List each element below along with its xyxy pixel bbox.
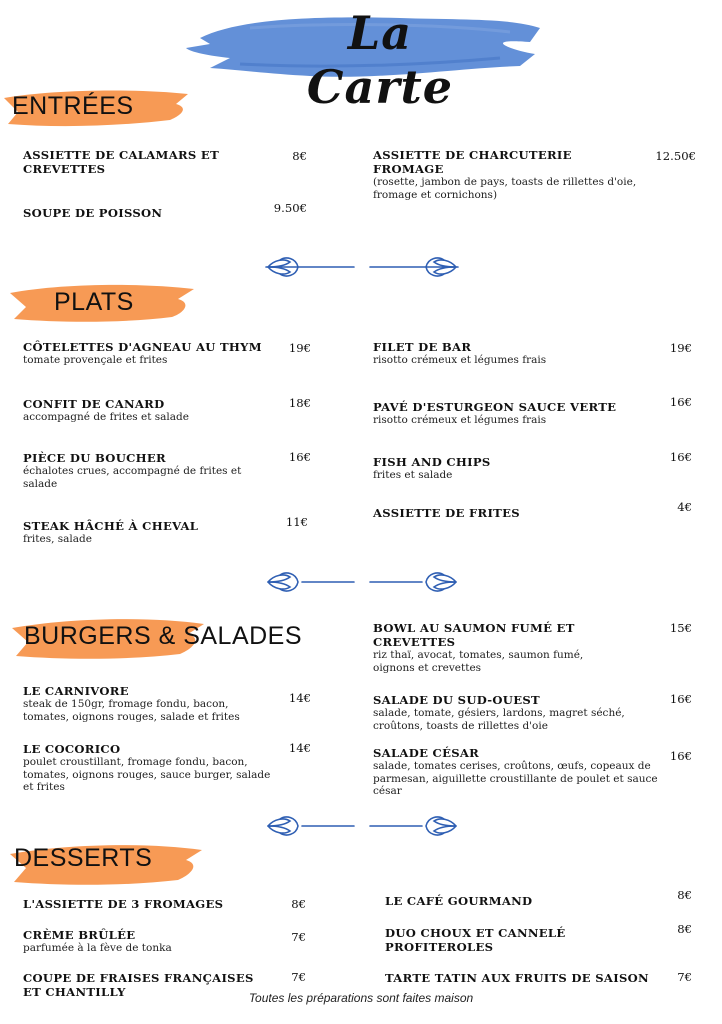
item-price: 8€ <box>677 922 692 936</box>
menu-item <box>373 340 643 367</box>
section-title-desserts: DESSERTS <box>14 844 153 872</box>
item-price: 7€ <box>291 930 306 944</box>
item-name: TARTE TATIN AUX FRUITS DE SAISON <box>385 971 649 985</box>
ornament-divider-icon <box>262 813 462 839</box>
item-description: échalotes crues, accompagné de frites et salade <box>23 465 242 490</box>
menu-item <box>23 897 273 911</box>
item-price: 16€ <box>669 395 692 409</box>
menu-item <box>373 746 663 798</box>
item-name: CÔTELETTES D'AGNEAU AU THYM <box>23 340 262 354</box>
menu-item <box>373 506 643 520</box>
item-name: FISH AND CHIPS <box>373 455 491 469</box>
ornament-divider-icon <box>262 254 462 280</box>
item-price: 16€ <box>288 450 311 464</box>
item-name: ASSIETTE DE CHARCUTERIE FROMAGE <box>373 148 572 176</box>
menu-item <box>373 148 645 201</box>
item-description: accompagné de frites et salade <box>23 411 189 423</box>
ornament-divider-icon <box>262 569 462 595</box>
item-name: COUPE DE FRAISES FRANÇAISES ET CHANTILLY <box>23 971 254 999</box>
item-price: 18€ <box>288 396 311 410</box>
menu-item <box>23 397 273 424</box>
section-title-entrees: ENTRÉES <box>12 92 134 120</box>
item-description: salade, tomates cerises, croûtons, œufs, copeaux de parmesan, aiguillette croustillante de poulet et sauce césar <box>373 760 658 797</box>
item-name: LE CAFÉ GOURMAND <box>385 894 533 908</box>
item-price: 9.50€ <box>273 201 307 215</box>
item-price: 16€ <box>669 450 692 464</box>
item-price: 7€ <box>291 970 306 984</box>
item-price: 7€ <box>677 970 692 984</box>
item-price: 19€ <box>669 341 692 355</box>
item-price: 16€ <box>669 749 692 763</box>
item-name: ASSIETTE DE CALAMARS ET CREVETTES <box>23 148 219 176</box>
menu-item <box>23 684 263 723</box>
menu-title: La Carte <box>306 6 454 114</box>
item-price: 15€ <box>669 621 692 635</box>
item-price: 16€ <box>669 692 692 706</box>
item-description: frites, salade <box>23 533 92 545</box>
item-name: CRÈME BRÛLÉE <box>23 928 136 942</box>
item-name: LE COCORICO <box>23 742 121 756</box>
menu-item <box>23 742 273 794</box>
item-price: 8€ <box>677 888 692 902</box>
item-name: CONFIT DE CANARD <box>23 397 165 411</box>
item-description: salade, tomate, gésiers, lardons, magret séché, croûtons, toasts de rillettes d'oie <box>373 707 625 732</box>
item-name: DUO CHOUX ET CANNELÉ PROFITEROLES <box>385 926 566 954</box>
item-description: poulet croustillant, fromage fondu, bacon, tomates, oignons rouges, sauce burger, salade et frites <box>23 756 271 793</box>
menu-item <box>23 206 238 220</box>
item-name: STEAK HÂCHÉ À CHEVAL <box>23 519 199 533</box>
item-description: risotto crémeux et légumes frais <box>373 354 547 366</box>
item-name: SOUPE DE POISSON <box>23 206 163 220</box>
item-name: LE CARNIVORE <box>23 684 129 698</box>
item-price: 12.50€ <box>655 149 696 163</box>
item-price: 14€ <box>288 691 311 705</box>
menu-item <box>23 928 273 955</box>
menu-item <box>373 455 643 482</box>
item-price: 14€ <box>288 741 311 755</box>
item-price: 8€ <box>291 897 306 911</box>
item-name: PIÈCE DU BOUCHER <box>23 451 166 465</box>
item-description: parfumée à la fève de tonka <box>23 942 172 954</box>
section-title-plats: PLATS <box>54 288 134 316</box>
menu-item <box>23 340 273 367</box>
item-name: BOWL AU SAUMON FUMÉ ET CREVETTES <box>373 621 575 649</box>
item-name: FILET DE BAR <box>373 340 472 354</box>
menu-item <box>23 519 273 546</box>
item-description: frites et salade <box>373 469 453 481</box>
menu-item <box>385 926 585 954</box>
item-price: 4€ <box>677 500 692 514</box>
menu-item <box>373 400 643 427</box>
item-description: tomate provençale et frites <box>23 354 168 366</box>
item-description: riz thaï, avocat, tomates, saumon fumé, oignons et crevettes <box>373 649 584 674</box>
item-name: SALADE CÉSAR <box>373 746 480 760</box>
menu-item <box>373 621 608 674</box>
section-title-burgers: BURGERS & SALADES <box>24 622 303 650</box>
item-name: SALADE DU SUD-OUEST <box>373 693 540 707</box>
menu-item <box>373 693 638 732</box>
item-description: (rosette, jambon de pays, toasts de rillettes d'oie, fromage et cornichons) <box>373 176 637 201</box>
menu-item <box>23 451 263 490</box>
footer-note: Toutes les préparations sont faites maison <box>248 991 474 1005</box>
menu-item <box>385 971 665 985</box>
item-name: PAVÉ D'ESTURGEON SAUCE VERTE <box>373 400 617 414</box>
item-name: L'ASSIETTE DE 3 FROMAGES <box>23 897 224 911</box>
item-name: ASSIETTE DE FRITES <box>373 506 520 520</box>
item-description: steak de 150gr, fromage fondu, bacon, tomates, oignons rouges, salade et frites <box>23 698 240 723</box>
item-price: 11€ <box>285 515 308 529</box>
menu-item <box>23 148 238 176</box>
item-description: risotto crémeux et légumes frais <box>373 414 547 426</box>
item-price: 8€ <box>292 149 307 163</box>
menu-item <box>385 894 645 908</box>
item-price: 19€ <box>288 341 311 355</box>
